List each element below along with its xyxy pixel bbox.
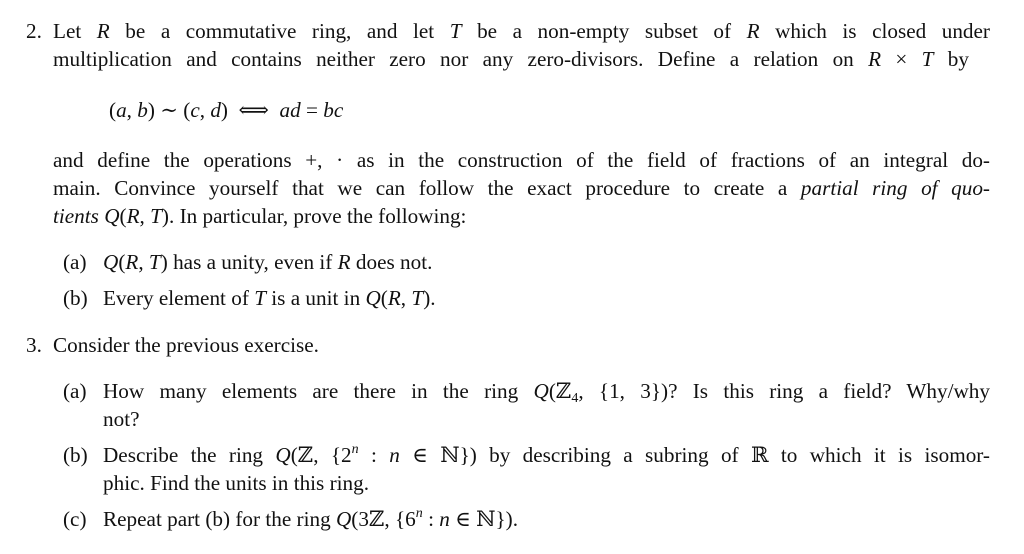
problem-3-part-a-label: (a) [63, 379, 87, 403]
problem-2-line-2: multiplication and contains neither zero nor any zero-divisors. Define a relation on R × T by [53, 47, 969, 71]
problem-3-intro: Consider the previous exercise. [53, 333, 319, 357]
problem-2-line-3: and define the operations +, · as in the construction of the field of fractions of an integral do- [53, 148, 990, 172]
problem-3-part-a-line-1: How many elements are there in the ring Q(ℤ$_4$, {1, 3})? Is this ring a field? Why/why [103, 379, 990, 406]
problem-2-part-b-text: Every element of T is a unit in Q(R, T). [103, 286, 436, 310]
problem-2-part-a-text: Q(R, T) has a unity, even if R does not. [103, 250, 433, 274]
problem-2-part-b-label: (b) [63, 286, 88, 310]
problem-2-part-a-label: (a) [63, 250, 87, 274]
problem-2-line-5: tients Q(R, T). In particular, prove the following: [53, 204, 467, 228]
equivalence-relation-display: (a, b) ∼ (c, d) ⟺ ad = bc [109, 98, 344, 122]
problem-3-part-b-line-1: Describe the ring Q(ℤ, {2$^n$ : n ∈ ℕ}) by describing a subring of ℝ to which it is isomor- [103, 442, 990, 467]
problem-3-part-b-line-2: phic. Find the units in this ring. [103, 471, 370, 495]
problem-2-line-4: main. Convince yourself that we can follow the exact procedure to create a partial ring of quo- [53, 176, 990, 200]
problem-3-number: 3. [26, 333, 42, 357]
problem-3-part-a-line-2: not? [103, 407, 140, 431]
problem-2-line-1: Let R be a commutative ring, and let T be a non-empty subset of R which is closed under [53, 19, 990, 43]
problem-3-part-b-label: (b) [63, 443, 88, 467]
problem-2-number: 2. [26, 19, 42, 43]
problem-3-part-c-text: Repeat part (b) for the ring Q(3ℤ, {6$^n$ : n ∈ ℕ}). [103, 506, 519, 531]
problem-3-part-c-label: (c) [63, 507, 87, 531]
